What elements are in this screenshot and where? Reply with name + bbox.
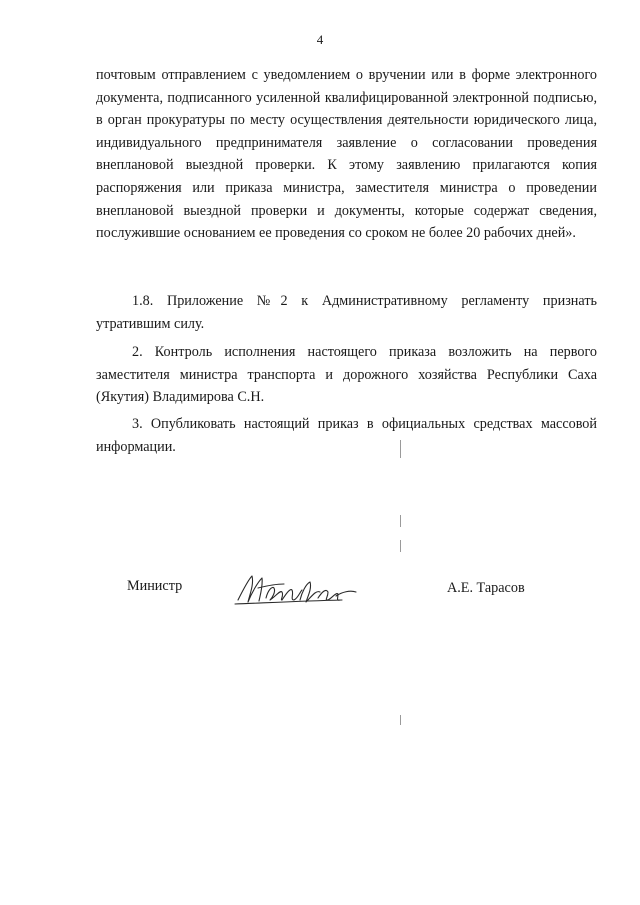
scan-artifact: [400, 715, 401, 725]
page-number: 4: [316, 32, 324, 47]
clause-3: [96, 413, 597, 458]
paragraph-continuation: почтовым отправлением с уведомлением о вручении или в форме электронного документа, подписанного усиленной квалифицированной электронной подписью, в орган прокуратуры по месту осуществления деятельности юридического лица, индивидуального предпринимателя заявление о согласовании проведения внеплановой выездной проверки. К этому заявлению прилагаются копия распоряжения или приказа министра, заместителя министра о проведении внеплановой выездной проверки и документы, которые содержат сведения, послужившие основанием ее проведения со сроком не более 20 рабочих дней».: [96, 67, 597, 242]
clause-2: [96, 341, 597, 409]
scan-artifact: [400, 515, 401, 527]
paragraph-2: 2. Контроль исполнения настоящего приказа возложить на первого заместителя министра транспорта и дорожного хозяйства Республики Саха (Якутия) Владимирова С.Н.: [96, 344, 597, 406]
clause-1-8: [96, 290, 597, 335]
signature-block: [0, 570, 640, 610]
paragraph-1-8: 1.8. Приложение №2 к Административному регламенту признать утратившим силу.: [96, 293, 597, 332]
scan-artifact: [400, 440, 401, 458]
signatory-name: А.Е. Тарасов: [447, 580, 525, 596]
signatory-title: Министр: [127, 578, 183, 594]
handwritten-signature: [232, 570, 362, 610]
paragraph-3: 3. Опубликовать настоящий приказ в официальных средствах массовой информации.: [96, 416, 597, 455]
scan-artifact: [400, 540, 401, 552]
document-body: [96, 64, 597, 245]
